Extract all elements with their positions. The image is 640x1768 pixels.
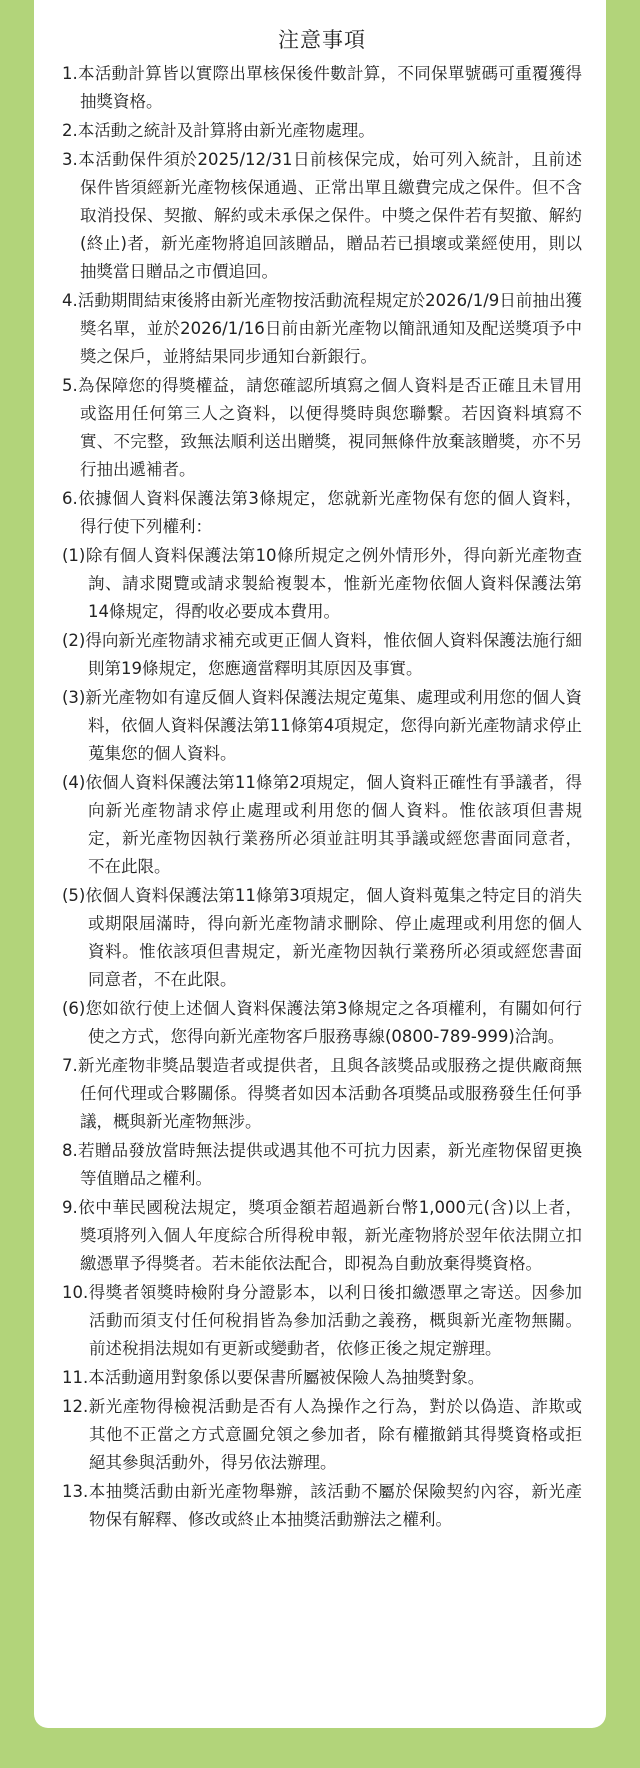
item-number: 7. <box>62 1056 78 1075</box>
item-number: 9. <box>62 1198 78 1217</box>
item-text: 新光產物得檢視活動是否有人為操作之行為，對於以偽造、詐欺或其他不正當之方式意圖兌領之參加者，除有權撤銷其得獎資格或拒絕其參與活動外，得另依法辦理。 <box>88 1397 582 1472</box>
item-text: 本活動適用對象係以要保書所屬被保險人為抽獎對象。 <box>88 1368 485 1387</box>
item-number: 10. <box>62 1283 89 1302</box>
item-text: 本活動之統計及計算將由新光產物處理。 <box>77 121 375 140</box>
notice-item-12 <box>62 1393 582 1477</box>
item-text: 依個人資料保護法第11條第3項規定，個人資料蒐集之特定目的消失或期限屆滿時，得向新光產物請求刪除、停止處理或利用您的個人資料。惟依該項但書規定，新光產物因執行業務所必須或經您書面同意者，不在此限。 <box>85 886 582 989</box>
item-number: 5. <box>62 376 78 395</box>
notice-item-10 <box>62 1279 582 1363</box>
item-text: 得向新光產物請求補充或更正個人資料，惟依個人資料保護法施行細則第19條規定，您應適當釋明其原因及事實。 <box>85 631 582 678</box>
item-text: 除有個人資料保護法第10條所規定之例外情形外，得向新光產物查詢、請求閱覽或請求製給複製本，惟新光產物依個人資料保護法第14條規定，得酌收必要成本費用。 <box>85 546 582 621</box>
item-text: 若贈品發放當時無法提供或遇其他不可抗力因素，新光產物保留更換等值贈品之權利。 <box>77 1141 582 1188</box>
notice-item-7 <box>62 1052 582 1136</box>
item-number: (3) <box>62 688 86 707</box>
notice-subitem-2 <box>62 627 582 683</box>
item-text: 您如欲行使上述個人資料保護法第3條規定之各項權利，有關如何行使之方式，您得向新光產物客戶服務專線(0800-789-999)洽詢。 <box>85 999 582 1046</box>
item-number: 12. <box>62 1397 89 1416</box>
notice-item-9 <box>62 1194 582 1278</box>
item-number: 3. <box>62 150 78 169</box>
item-number: (5) <box>62 886 86 905</box>
item-text: 依個人資料保護法第11條第2項規定，個人資料正確性有爭議者，得向新光產物請求停止處理或利用您的個人資料。惟依該項但書規定，新光產物因執行業務所必須並註明其爭議或經您書面同意者，不在此限。 <box>85 773 582 876</box>
notice-item-6 <box>62 485 582 541</box>
item-number: 8. <box>62 1141 78 1160</box>
notice-card <box>34 0 606 1728</box>
item-number: 2. <box>62 121 78 140</box>
item-number: 11. <box>62 1368 89 1387</box>
notice-item-4 <box>62 287 582 371</box>
item-text: 依中華民國稅法規定，獎項金額若超過新台幣1,000元(含)以上者，獎項將列入個人年度綜合所得稅申報，新光產物將於翌年依法開立扣繳憑單予得獎者。若未能依法配合，即視為自動放棄得獎資格。 <box>77 1198 582 1273</box>
item-number: 6. <box>62 489 78 508</box>
notice-subitem-6 <box>62 995 582 1051</box>
notice-list <box>62 60 582 1534</box>
item-text: 新光產物如有違反個人資料保護法規定蒐集、處理或利用您的個人資料，依個人資料保護法第11條第4項規定，您得向新光產物請求停止蒐集您的個人資料。 <box>85 688 582 763</box>
item-number: (1) <box>62 546 86 565</box>
item-text: 得獎者領獎時檢附身分證影本，以利日後扣繳憑單之寄送。因參加活動而須支付任何稅捐皆為參加活動之義務，概與新光產物無關。前述稅捐法規如有更新或變動者，依修正後之規定辦理。 <box>88 1283 582 1358</box>
item-text: 本活動計算皆以實際出單核保後件數計算，不同保單號碼可重覆獲得抽獎資格。 <box>77 64 582 111</box>
notice-item-5 <box>62 372 582 484</box>
notice-item-3 <box>62 146 582 286</box>
notice-subitem-4 <box>62 769 582 881</box>
item-text: 依據個人資料保護法第3條規定，您就新光產物保有您的個人資料，得行使下列權利： <box>77 489 582 536</box>
item-number: 13. <box>62 1482 89 1501</box>
notice-item-8 <box>62 1137 582 1193</box>
notice-subitem-3 <box>62 684 582 768</box>
notice-item-11 <box>62 1364 582 1392</box>
item-text: 活動期間結束後將由新光產物按活動流程規定於2026/1/9日前抽出獲獎名單，並於2026/1/16日前由新光產物以簡訊通知及配送獎項予中獎之保戶，並將結果同步通知台新銀行。 <box>77 291 582 366</box>
notice-subitem-5 <box>62 882 582 994</box>
item-number: (4) <box>62 773 86 792</box>
notice-item-1 <box>62 60 582 116</box>
item-text: 本抽獎活動由新光產物舉辦，該活動不屬於保險契約內容，新光產物保有解釋、修改或終止本抽獎活動辦法之權利。 <box>88 1482 582 1529</box>
notice-item-2 <box>62 117 582 145</box>
notice-subitem-1 <box>62 542 582 626</box>
item-text: 本活動保件須於2025/12/31日前核保完成，始可列入統計，且前述保件皆須經新光產物核保通過、正常出單且繳費完成之保件。但不含取消投保、契撤、解約或未承保之保件。中獎之保件若有契撤、解約(終止)者，新光產物將追回該贈品，贈品若已損壞或業經使用，則以抽獎當日贈品之市價追回。 <box>77 150 582 281</box>
item-number: 4. <box>62 291 78 310</box>
notice-title: 注意事項 <box>278 28 366 52</box>
item-number: 1. <box>62 64 78 83</box>
item-number: (2) <box>62 631 86 650</box>
notice-item-13 <box>62 1478 582 1534</box>
item-number: (6) <box>62 999 86 1018</box>
item-text: 為保障您的得獎權益，請您確認所填寫之個人資料是否正確且未冒用或盜用任何第三人之資料，以便得獎時與您聯繫。若因資料填寫不實、不完整，致無法順利送出贈獎，視同無條件放棄該贈獎，亦不另行抽出遞補者。 <box>77 376 582 479</box>
item-text: 新光產物非獎品製造者或提供者，且與各該獎品或服務之提供廠商無任何代理或合夥關係。得獎者如因本活動各項獎品或服務發生任何爭議，概與新光產物無涉。 <box>77 1056 582 1131</box>
